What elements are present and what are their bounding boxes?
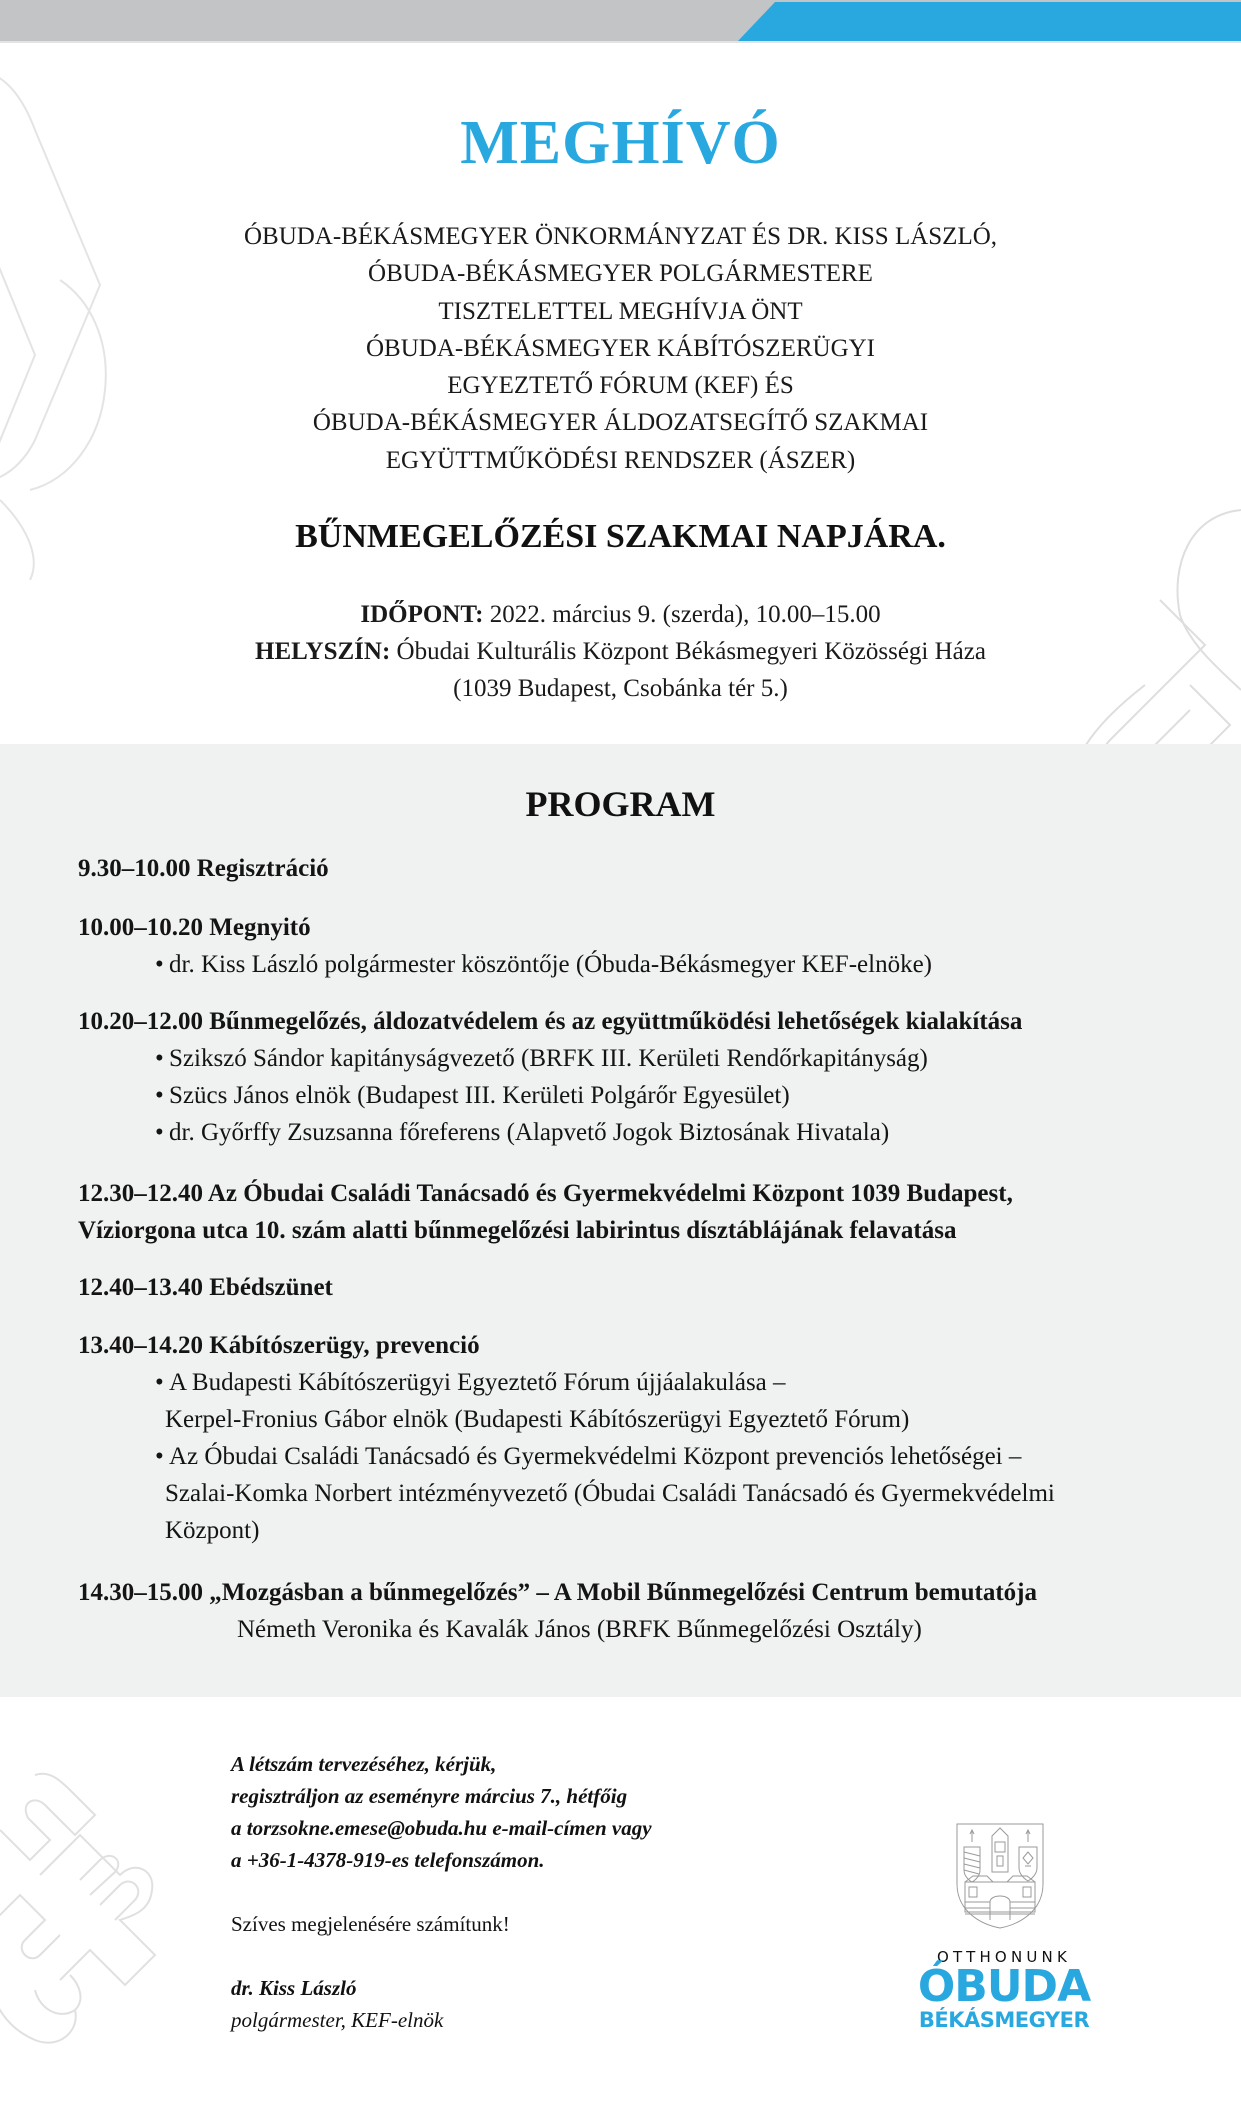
session-item: • dr. Győrffy Zsuzsanna főreferens (Alapvető Jogok Biztosának Hivatala) [78, 1114, 1178, 1151]
intro-line: ÓBUDA-BÉKÁSMEGYER ÖNKORMÁNYZAT ÉS DR. KISS LÁSZLÓ, [243, 223, 998, 250]
program-session [78, 1003, 1178, 1151]
bullet-icon: • [155, 1369, 164, 1396]
signature-title: polgármester, KEF-elnök [231, 2008, 444, 2032]
closing-line: Szíves megjelenésére számítunk! [231, 1912, 510, 1936]
signature-name: dr. Kiss László [231, 1976, 357, 2000]
event-details [100, 596, 1141, 707]
time-label: IDŐPONT: [360, 601, 484, 628]
intro-line: TISZTELETTEL MEGHÍVJA ÖNT [438, 297, 803, 325]
session-title: 12.30–12.40 Az Óbudai Családi Tanácsadó és Gyermekvédelmi Központ 1039 Budapest, [78, 1180, 1013, 1207]
intro-line: ÓBUDA-BÉKÁSMEGYER POLGÁRMESTERE [368, 260, 873, 288]
session-item-continued: Szalai-Komka Norbert intézményvezető (Óbudai Családi Tanácsadó és Gyermekvédelmi [165, 1480, 1055, 1507]
registration-line: a +36-1-4378-919-es telefonszámon. [231, 1848, 545, 1872]
program-session [78, 1269, 1178, 1306]
spacer [231, 1940, 791, 1972]
program-session [78, 909, 1178, 983]
event-time [100, 596, 1141, 633]
bullet-icon: • [155, 1082, 164, 1109]
intro-line: ÓBUDA-BÉKÁSMEGYER KÁBÍTÓSZERÜGYI [365, 334, 876, 362]
session-title: 10.00–10.20 Megnyitó [78, 914, 311, 941]
registration-line: regisztráljon az eseményre március 7., hétfőig [231, 1784, 628, 1808]
session-item-continued: Kerpel-Fronius Gábor elnök (Budapesti Kábítószerügyi Egyeztető Fórum) [165, 1406, 910, 1433]
program-title: PROGRAM [525, 784, 716, 824]
logo-district: BÉKÁSMEGYER [918, 2008, 1090, 2032]
logo-name: ÓBUDA [917, 1961, 1091, 2012]
bullet-icon: • [155, 951, 164, 978]
top-bar-divider [0, 41, 1241, 43]
program-session [78, 1175, 1178, 1249]
session-title: 14.30–15.00 „Mozgásban a bűnmegelőzés” – A Mobil Bűnmegelőzési Centrum bemutatója [78, 1579, 1037, 1606]
session-item: • Az Óbudai Családi Tanácsadó és Gyermekvédelmi Központ prevenciós lehetőségei – [78, 1438, 1178, 1475]
invitation-intro [120, 218, 1121, 479]
time-value: 2022. március 9. (szerda), 10.00–15.00 [483, 601, 881, 628]
place-label: HELYSZÍN: [255, 638, 391, 665]
registration-line: A létszám tervezéséhez, kérjük, [231, 1752, 497, 1776]
session-title: 10.20–12.00 Bűnmegelőzés, áldozatvédelem és az együttműködési lehetőségek kialakítása [78, 1008, 1023, 1035]
decorative-emblem-icon [0, 1760, 180, 2060]
registration-line: a torzsokne.emese@obuda.hu e-mail-címen vagy [231, 1816, 652, 1840]
session-presenters: Németh Veronika és Kavalák János (BRFK Bűnmegelőzési Osztály) [237, 1616, 922, 1643]
spacer [231, 1876, 791, 1908]
session-item: • Szikszó Sándor kapitányságvezető (BRFK III. Kerületi Rendőrkapitányság) [78, 1040, 1178, 1077]
event-address: (1039 Budapest, Csobánka tér 5.) [453, 675, 788, 702]
session-title: 9.30–10.00 Regisztráció [78, 855, 329, 882]
intro-line: EGYEZTETŐ FÓRUM (KEF) ÉS [447, 372, 794, 400]
session-title: 12.40–13.40 Ebédszünet [78, 1274, 333, 1301]
program-session [78, 1327, 1178, 1549]
session-item-continued: Központ) [165, 1517, 260, 1544]
intro-line: EGYÜTTMŰKÖDÉSI RENDSZER (ÁSZER) [385, 446, 856, 474]
program-session [78, 850, 1178, 887]
event-subtitle: BŰNMEGELŐZÉSI SZAKMAI NAPJÁRA. [295, 518, 946, 555]
coat-of-arms-icon [955, 1822, 1045, 1930]
session-title: 13.40–14.20 Kábítószerügy, prevenció [78, 1332, 480, 1359]
session-item: • dr. Kiss László polgármester köszöntője (Óbuda-Békásmegyer KEF-elnöke) [78, 946, 1178, 983]
logo-tagline: OTTHONUNK [936, 1948, 1071, 1966]
intro-line: ÓBUDA-BÉKÁSMEGYER ÁLDOZATSEGÍTŐ SZAKMAI [312, 409, 929, 437]
event-place [100, 633, 1141, 670]
bullet-icon: • [155, 1045, 164, 1072]
program-session [78, 1574, 1178, 1648]
place-value: Óbudai Kulturális Központ Békásmegyeri Közösségi Háza [390, 638, 986, 665]
bullet-icon: • [155, 1443, 164, 1470]
session-item: • Szücs János elnök (Budapest III. Kerületi Polgárőr Egyesület) [78, 1077, 1178, 1114]
bullet-icon: • [155, 1119, 164, 1146]
top-bar-accent [0, 0, 1241, 41]
page-title: MEGHÍVÓ [460, 109, 781, 177]
session-title-continued: Víziorgona utca 10. szám alatti bűnmegelőzési labirintus dísztáblájának felavatása [78, 1217, 957, 1244]
registration-note [231, 1748, 791, 2036]
session-item: • A Budapesti Kábítószerügyi Egyeztető Fórum újjáalakulása – [78, 1364, 1178, 1401]
